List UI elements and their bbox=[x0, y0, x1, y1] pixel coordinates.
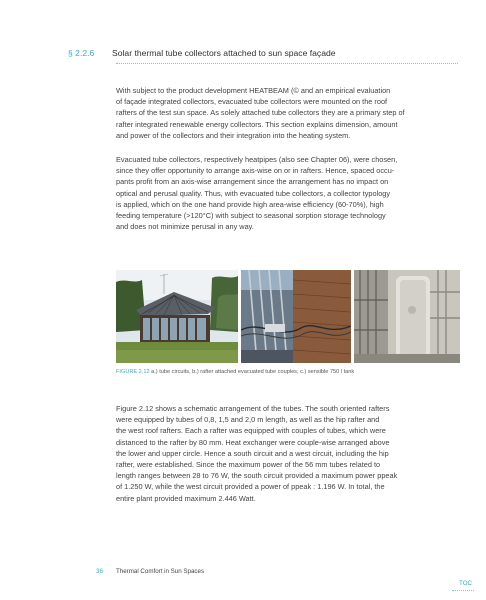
text-line: rafter, were established. Since the maximum power of the 56 mm tubes related to bbox=[116, 460, 381, 470]
text-line: entire plant provided maximum 2.446 Watt. bbox=[116, 493, 256, 503]
section-title: Solar thermal tube collectors attached to sun space façade bbox=[112, 48, 336, 58]
text-line: is applied, which on the one hand provide high area-wise efficiency (60-70%), high bbox=[116, 199, 384, 209]
text-line: the lower and upper circle. Hence a south circuit and a west circuit, including the hip bbox=[116, 448, 389, 458]
photo-sun-space bbox=[116, 270, 238, 363]
section-number: § 2.2.6 bbox=[68, 48, 95, 58]
text-line: With subject to the product development HEATBEAM (© and an empirical evaluation bbox=[116, 86, 391, 95]
text-line: the west roof rafters. Each a rafter was equipped with couples of tubes, which were bbox=[116, 426, 386, 436]
toc-underline bbox=[452, 590, 474, 591]
text-line: pants profit from an axis-wise arrangement since the arrangement has no impact on bbox=[116, 177, 389, 187]
text-line: distanced to the rafter by 80 mm. Heat exchanger were couple-wise arranged above bbox=[116, 437, 390, 447]
figure-label: FIGURE 2.12 bbox=[116, 369, 150, 375]
page-number: 36 bbox=[96, 568, 103, 575]
paragraph-figure-description bbox=[116, 403, 461, 504]
text-line: length ranges between 28 to 76 W, the south circuit provided a maximum power ppeak bbox=[116, 471, 398, 481]
figure-caption bbox=[116, 368, 354, 376]
paragraph-intro bbox=[116, 85, 461, 141]
text-line: feeding temperature (>120°C) with subject to seasonal sorption storage technology bbox=[116, 211, 386, 221]
heading-divider bbox=[116, 63, 458, 64]
text-line: were equipped by tubes of 0,8, 1,5 and 2,0 m length, as well as the hip rafter and bbox=[116, 415, 380, 425]
text-line: and power of the collectors and their integration into the heating system. bbox=[116, 130, 351, 140]
paragraph-tubes bbox=[116, 154, 461, 232]
text-line: and does not minimize perusal in any way. bbox=[116, 222, 254, 232]
text-line: Evacuated tube collectors, respectively heatpipes (also see Chapter 06), were chosen, bbox=[116, 155, 398, 164]
text-line: rafters of the test sun space. As solely attached tube collectors they are a primary step of bbox=[116, 108, 405, 118]
text-line: of 1.250 W, while the west circuit provided a power of ppeak : 1.196 W. In total, the bbox=[116, 482, 385, 492]
text-line: optical and perusal quality. Thus, with evacuated tube collectors, a collector typology bbox=[116, 188, 391, 198]
text-line: rafter integrated renewable energy collectors. This section explains dimension, amount bbox=[116, 119, 398, 129]
text-line: of façade integrated collectors, evacuated tube collectors were mounted on the roof bbox=[116, 97, 388, 107]
text-line: since they offer opportunity to arrange axis-wise on or in rafters. Hence, spaced occu- bbox=[116, 166, 395, 176]
text-line: Figure 2.12 shows a schematic arrangement of the tubes. The south oriented rafters bbox=[116, 404, 390, 413]
toc-link[interactable]: TOC bbox=[459, 580, 472, 587]
photo-rafter-tubes bbox=[241, 270, 351, 363]
photo-storage-tank bbox=[354, 270, 460, 363]
running-footer-title: Thermal Comfort in Sun Spaces bbox=[116, 568, 205, 575]
figure-caption-text: a.) tube circuits, b.) rafter attached evacuated tube couples, c.) sensible 750 l tank bbox=[151, 369, 355, 375]
